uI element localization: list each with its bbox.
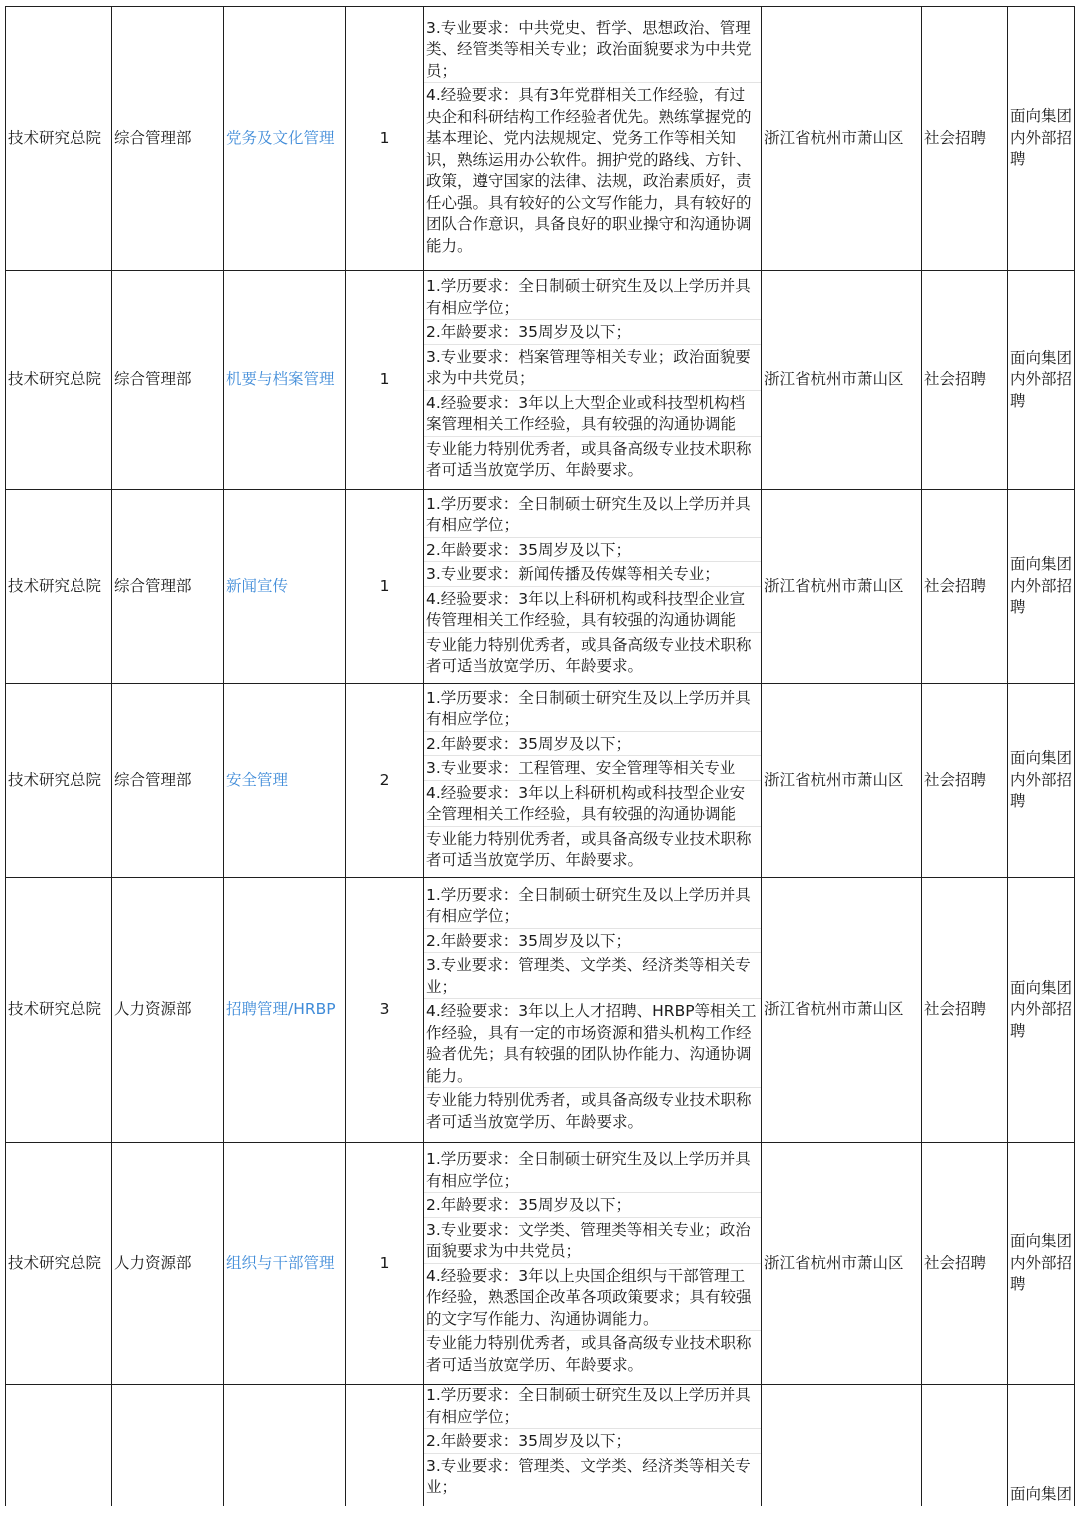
headcount-cell: 1 — [346, 490, 424, 684]
dept-cell: 综合管理部 — [112, 684, 224, 878]
org-cell: 技术研究总院 — [6, 490, 112, 684]
headcount-cell: 1 — [346, 1143, 424, 1385]
requirement-line: 3.专业要求：管理类、文学类、经济类等相关专业； — [426, 1456, 751, 1496]
table-row-partial — [6, 1385, 1075, 1506]
requirement-line: 1.学历要求：全日制硕士研究生及以上学历并具有相应学位； — [424, 1149, 761, 1193]
headcount-cell — [346, 1385, 424, 1506]
position-link[interactable]: 安全管理 — [224, 684, 346, 878]
location-cell: 浙江省杭州市萧山区 — [762, 7, 922, 271]
headcount-cell: 2 — [346, 684, 424, 878]
recruit-type-cell: 社会招聘 — [922, 878, 1008, 1143]
requirement-line: 3.专业要求：中共党史、哲学、思想政治、管理类、经管类等相关专业；政治面貌要求为中共党员； — [424, 18, 761, 84]
requirements-cell — [424, 684, 762, 878]
org-cell: 技术研究总院 — [6, 684, 112, 878]
requirement-line: 1.学历要求：全日制硕士研究生及以上学历并具有相应学位； — [424, 688, 761, 732]
recruit-type-cell: 社会招聘 — [922, 7, 1008, 271]
requirement-line: 2.年龄要求：35周岁及以下； — [424, 1431, 761, 1454]
requirement-line: 专业能力特别优秀者，或具备高级专业技术职称者可适当放宽学历、年龄要求。 — [426, 439, 752, 480]
location-cell — [762, 1385, 922, 1506]
position-link[interactable]: 机要与档案管理 — [224, 271, 346, 490]
position-link[interactable]: 招聘管理/HRBP — [224, 878, 346, 1143]
recruit-type-cell: 社会招聘 — [922, 684, 1008, 878]
dept-cell: 综合管理部 — [112, 490, 224, 684]
org-cell: 技术研究总院 — [6, 1143, 112, 1385]
requirement-line: 3.专业要求：新闻传播及传媒等相关专业； — [424, 564, 761, 587]
scope-cell: 面向集团 — [1008, 1385, 1075, 1506]
requirements-cell — [424, 7, 762, 271]
table-row — [6, 684, 1075, 878]
org-cell: 技术研究总院 — [6, 878, 112, 1143]
table-row — [6, 7, 1075, 271]
dept-cell — [112, 1385, 224, 1506]
requirements-cell — [424, 1143, 762, 1385]
position-link[interactable]: 组织与干部管理 — [224, 1143, 346, 1385]
requirement-line: 3.专业要求：工程管理、安全管理等相关专业 — [424, 758, 761, 781]
table-row — [6, 490, 1075, 684]
requirement-line: 4.经验要求：3年以上大型企业或科技型机构档案管理相关工作经验，具有较强的沟通协调能 — [424, 393, 761, 437]
org-cell: 技术研究总院 — [6, 7, 112, 271]
requirement-line: 3.专业要求：管理类、文学类、经济类等相关专业； — [424, 955, 761, 999]
scope-cell: 面向集团内外部招聘 — [1008, 1143, 1075, 1385]
scope-cell: 面向集团内外部招聘 — [1008, 490, 1075, 684]
org-cell: 技术研究总院 — [6, 271, 112, 490]
requirement-line: 4.经验要求：3年以上科研机构或科技型企业安全管理相关工作经验，具有较强的沟通协调能 — [424, 783, 761, 827]
table-row — [6, 271, 1075, 490]
dept-cell: 综合管理部 — [112, 7, 224, 271]
requirement-line: 专业能力特别优秀者，或具备高级专业技术职称者可适当放宽学历、年龄要求。 — [426, 1091, 752, 1131]
dept-cell: 人力资源部 — [112, 878, 224, 1143]
requirement-line: 4.经验要求：3年以上人才招聘、HRBP等相关工作经验，具有一定的市场资源和猎头机构工作经验者优先；具有较强的团队协作能力、沟通协调能力。 — [424, 1001, 761, 1088]
scope-cell: 面向集团内外部招聘 — [1008, 684, 1075, 878]
requirement-line: 2.年龄要求：35周岁及以下； — [424, 931, 761, 954]
requirement-line: 4.经验要求：具有3年党群相关工作经验，有过央企和科研结构工作经验者优先。熟练掌握党的基本理论、党内法规规定、党务工作等相关知识，熟练运用办公软件。拥护党的路线、方针、政策，遵守国家的法律、法规，政治素质好，责任心强。具有较好的公文写作能力，具有较好的团队合作意识，具备良好的职业操守和沟通协调能力。 — [426, 86, 752, 255]
requirements-cell — [424, 271, 762, 490]
location-cell: 浙江省杭州市萧山区 — [762, 1143, 922, 1385]
headcount-cell: 1 — [346, 7, 424, 271]
job-table — [5, 6, 1075, 1506]
requirements-cell — [424, 878, 762, 1143]
table-row — [6, 878, 1075, 1143]
recruit-type-cell: 社会招聘 — [922, 271, 1008, 490]
requirement-line: 1.学历要求：全日制硕士研究生及以上学历并具有相应学位； — [424, 885, 761, 929]
recruit-type-cell — [922, 1385, 1008, 1506]
requirement-line: 2.年龄要求：35周岁及以下； — [424, 734, 761, 757]
requirement-line: 2.年龄要求：35周岁及以下； — [424, 540, 761, 563]
org-cell — [6, 1385, 112, 1506]
location-cell: 浙江省杭州市萧山区 — [762, 490, 922, 684]
table-row — [6, 1143, 1075, 1385]
requirement-line: 专业能力特别优秀者，或具备高级专业技术职称者可适当放宽学历、年龄要求。 — [426, 829, 752, 869]
position-cell — [224, 1385, 346, 1506]
requirement-line: 1.学历要求：全日制硕士研究生及以上学历并具有相应学位； — [424, 276, 761, 320]
requirement-line: 1.学历要求：全日制硕士研究生及以上学历并具有相应学位； — [424, 1385, 761, 1429]
requirements-cell — [424, 490, 762, 684]
position-link[interactable]: 党务及文化管理 — [224, 7, 346, 271]
location-cell: 浙江省杭州市萧山区 — [762, 271, 922, 490]
scope-cell: 面向集团内外部招聘 — [1008, 7, 1075, 271]
dept-cell: 人力资源部 — [112, 1143, 224, 1385]
requirement-line: 4.经验要求：3年以上央国企组织与干部管理工作经验，熟悉国企改革各项政策要求；具有较强的文字写作能力、沟通协调能力。 — [424, 1266, 761, 1332]
position-link[interactable]: 新闻宣传 — [224, 490, 346, 684]
headcount-cell: 1 — [346, 271, 424, 490]
requirement-line: 专业能力特别优秀者，或具备高级专业技术职称者可适当放宽学历、年龄要求。 — [426, 1334, 752, 1374]
requirement-line: 2.年龄要求：35周岁及以下； — [424, 1195, 761, 1218]
location-cell: 浙江省杭州市萧山区 — [762, 878, 922, 1143]
requirement-line: 2.年龄要求：35周岁及以下； — [424, 322, 761, 345]
requirement-line: 专业能力特别优秀者，或具备高级专业技术职称者可适当放宽学历、年龄要求。 — [426, 635, 752, 675]
requirement-line: 1.学历要求：全日制硕士研究生及以上学历并具有相应学位； — [424, 494, 761, 538]
recruit-type-cell: 社会招聘 — [922, 490, 1008, 684]
scope-cell: 面向集团内外部招聘 — [1008, 878, 1075, 1143]
requirement-line: 3.专业要求：档案管理等相关专业；政治面貌要求为中共党员； — [424, 347, 761, 391]
recruit-type-cell: 社会招聘 — [922, 1143, 1008, 1385]
scope-cell: 面向集团内外部招聘 — [1008, 271, 1075, 490]
requirement-line: 3.专业要求：文学类、管理类等相关专业；政治面貌要求为中共党员； — [424, 1220, 761, 1264]
location-cell: 浙江省杭州市萧山区 — [762, 684, 922, 878]
requirements-cell — [424, 1385, 762, 1506]
headcount-cell: 3 — [346, 878, 424, 1143]
requirement-line: 4.经验要求：3年以上科研机构或科技型企业宣传管理相关工作经验，具有较强的沟通协调能 — [424, 589, 761, 633]
dept-cell: 综合管理部 — [112, 271, 224, 490]
